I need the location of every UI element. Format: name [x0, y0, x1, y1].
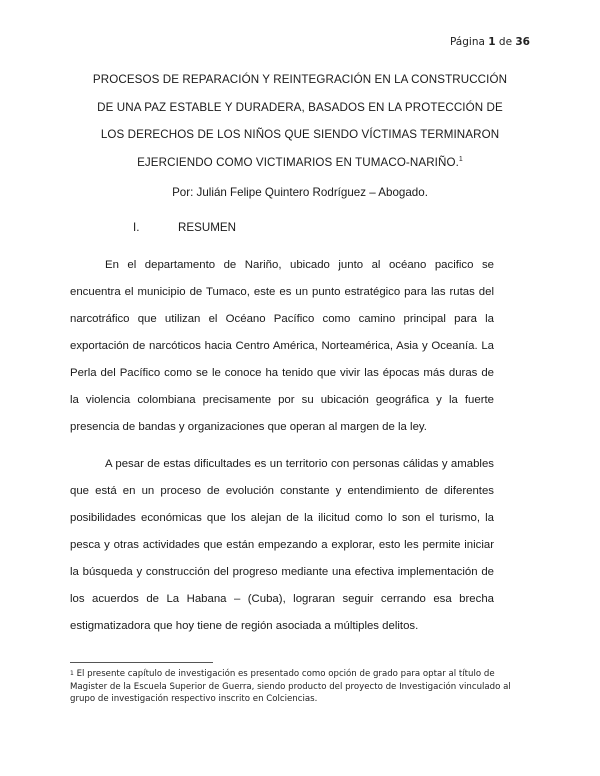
section-title: RESUMEN — [178, 221, 236, 234]
title-line-text: EJERCIENDO COMO VICTIMARIOS EN TUMACO-NARIÑO. — [137, 155, 459, 169]
footnote-divider — [70, 662, 213, 663]
page-prefix: Página — [449, 36, 485, 48]
document-title — [60, 66, 540, 176]
title-line: PROCESOS DE REPARACIÓN Y REINTEGRACIÓN EN LA CONSTRUCCIÓN — [92, 73, 508, 86]
page-number — [450, 36, 530, 48]
title-line: LOS DERECHOS DE LOS NIÑOS QUE SIENDO VÍCTIMAS TERMINARON — [100, 128, 500, 141]
footnote-reference: 1 — [458, 155, 463, 163]
body-paragraph-2 — [70, 451, 494, 640]
title-line — [60, 149, 540, 177]
title-line: DE UNA PAZ ESTABLE Y DURADERA, BASADOS EN LA PROTECCIÓN DE — [97, 100, 503, 114]
section-heading — [133, 221, 236, 234]
footnote-marker: 1 — [70, 670, 74, 677]
paragraph-text: A pesar de estas dificultades es un territorio con personas cálidas y amables que está en un proceso de evolución constante y entendimiento de diferentes posibilidades económicas que los alejan de la ilicitud como lo son el turismo, la pesca y otras actividades que están empezando a explorar, esto les permite iniciar la búsqueda y construcción del progreso mediante una efectiva implementación de los acuerdos de La Habana – (Cuba), lograran seguir cerrando esa brecha estigmatizadora que hoy tiene de región asociada a múltiples delitos. — [70, 458, 494, 632]
section-number: I. — [133, 221, 140, 234]
page-total: 36 — [515, 36, 530, 48]
author-line: Por: Julián Felipe Quintero Rodríguez – Abogado. — [172, 186, 428, 199]
paragraph-text: En el departamento de Nariño, ubicado junto al océano pacifico se encuentra el municipio de Tumaco, este es un punto estratégico para las rutas del narcotráfico que utilizan el Océano Pacífico como camino principal para la exportación de narcóticos hacia Centro América, Norteamérica, Asia y Oceanía. La Perla del Pacífico como se le conoce ha tenido que vivir las épocas más duras de la violencia colombiana precisamente por su ubicación geográfica y la fuerte presencia de bandas y organizaciones que operan al margen de la ley. — [70, 259, 494, 433]
page-of: de — [498, 36, 513, 48]
footnote — [70, 668, 532, 706]
footnote-text: El presente capítulo de investigación es presentado como opción de grado para optar al título de Magister de la Escuela Superior de Guerra, siendo producto del proyecto de Investigación vinculado al grupo de investigación respectivo inscrito en Colciencias. — [70, 669, 511, 704]
body-paragraph-1 — [70, 252, 494, 441]
page-current: 1 — [488, 36, 496, 48]
